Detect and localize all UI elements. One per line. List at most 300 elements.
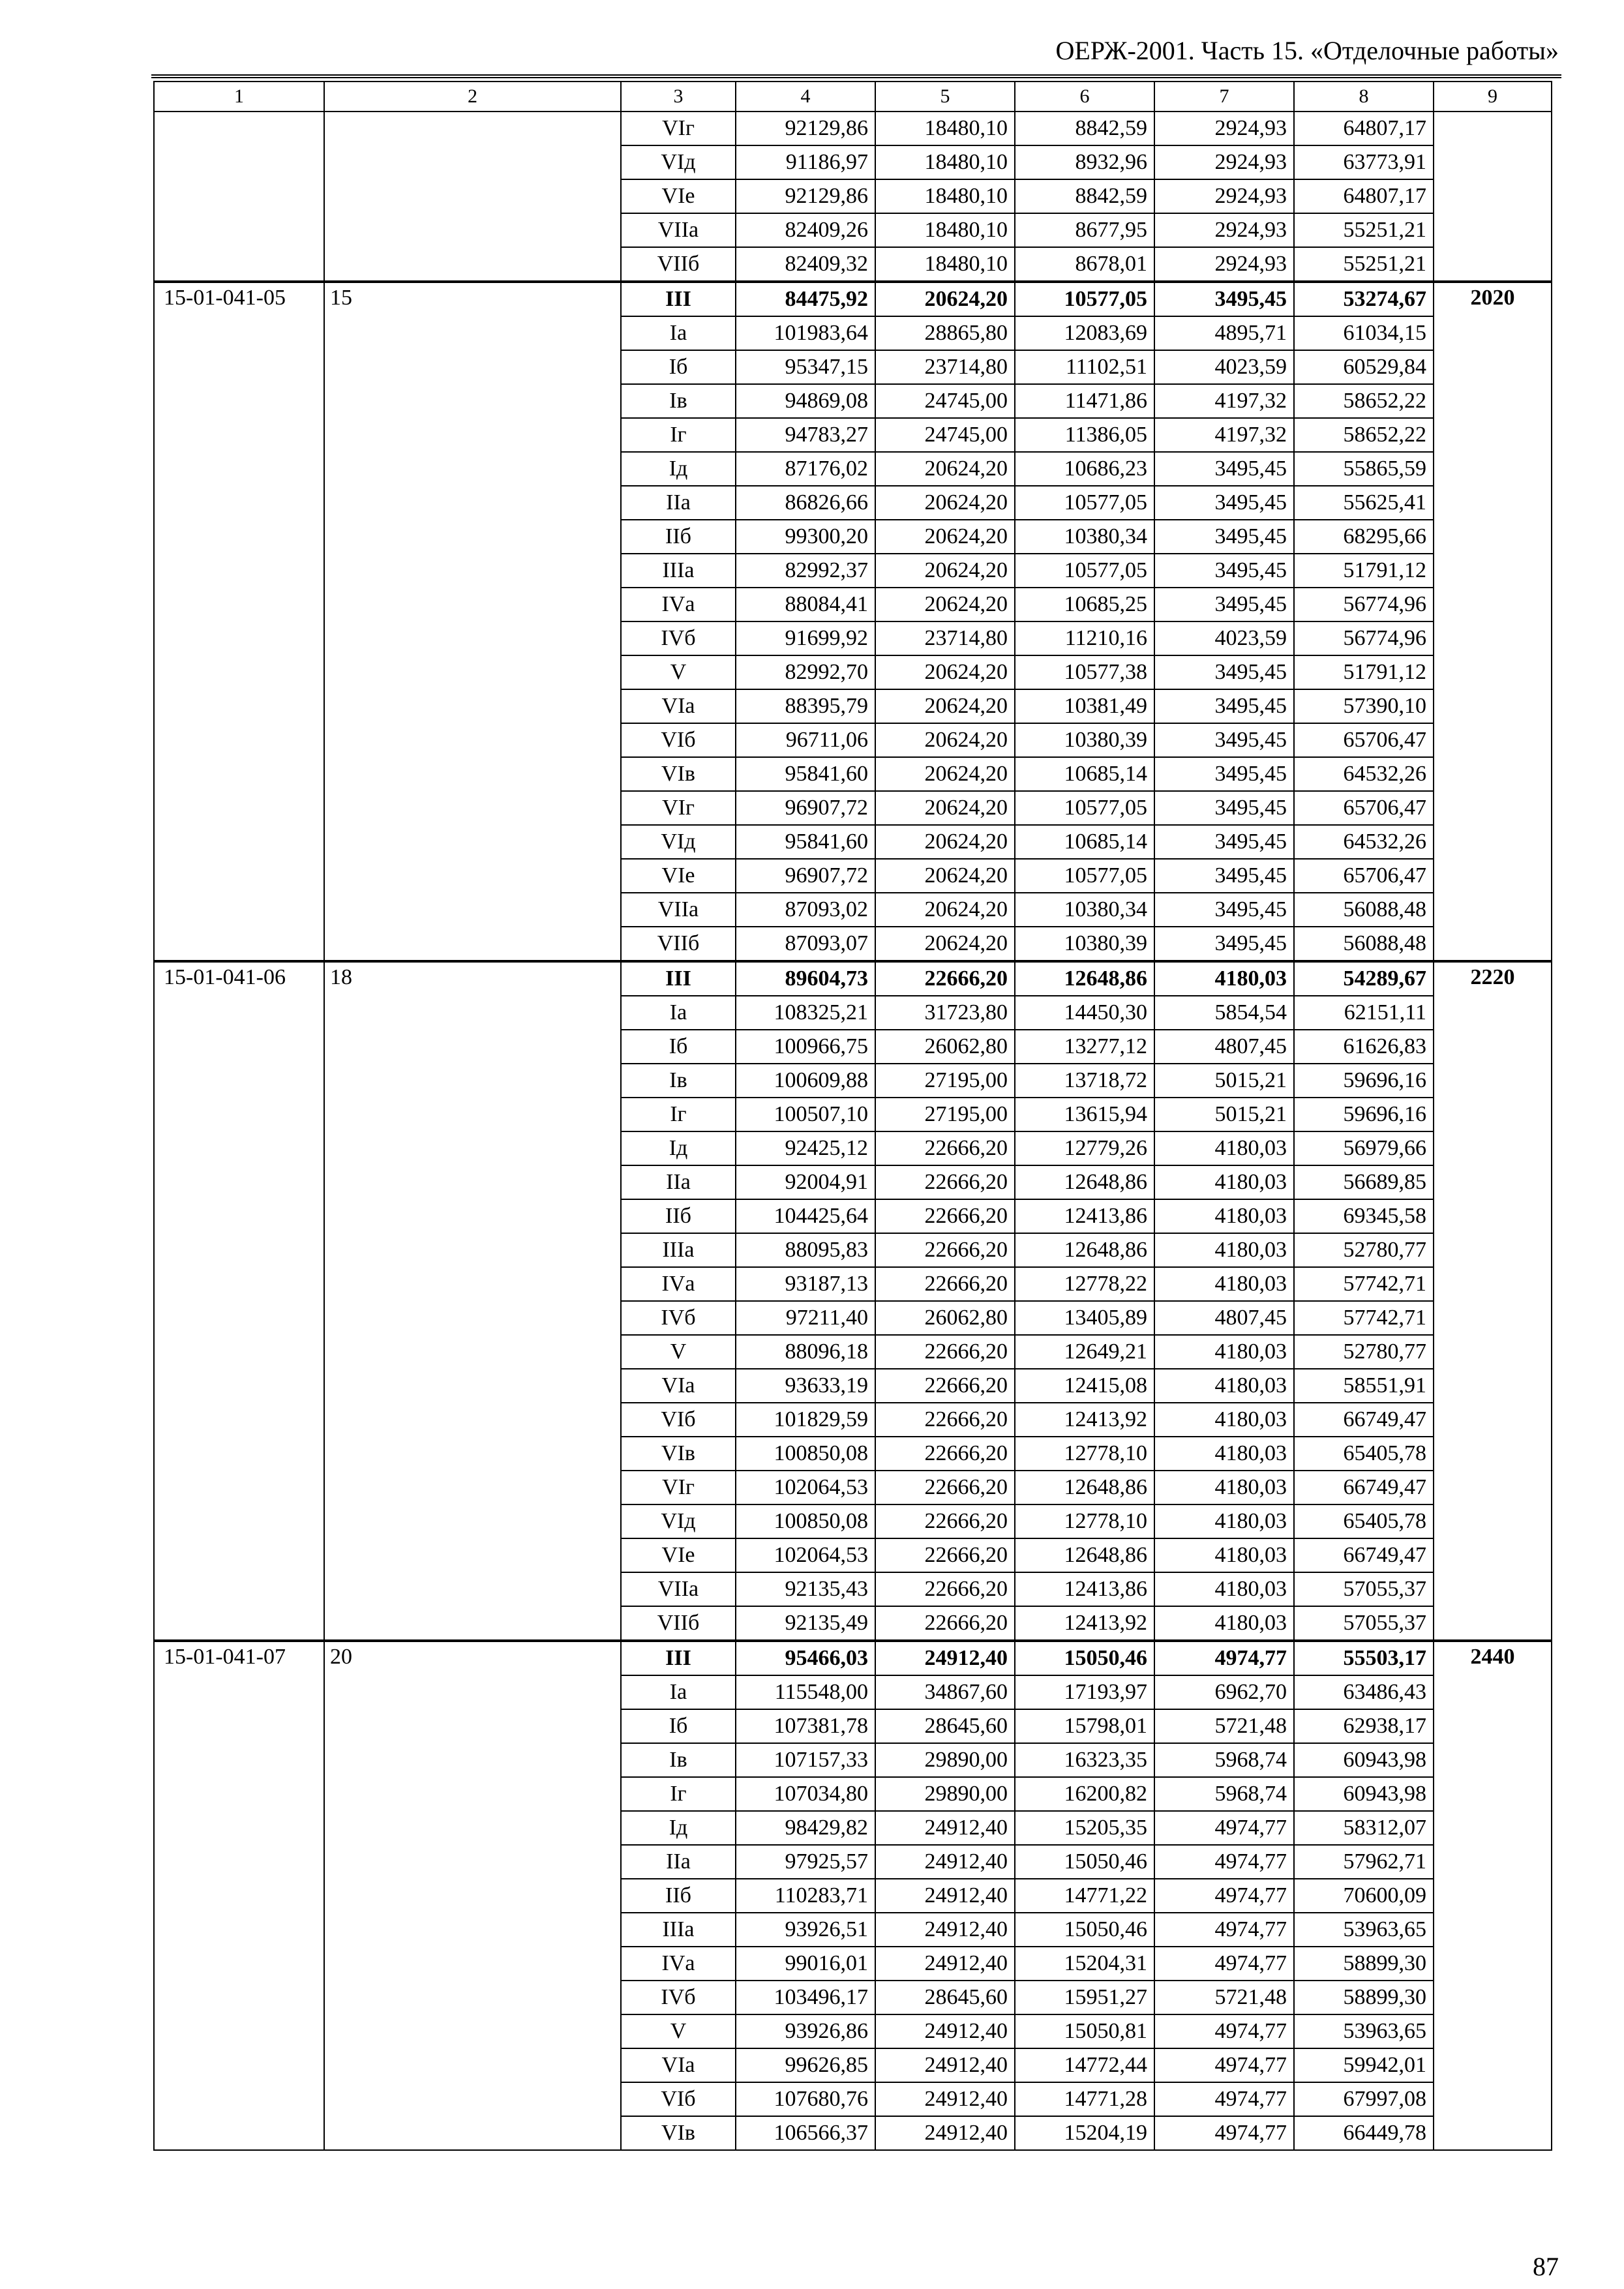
value-cell: 22666,20 [875,1538,1015,1572]
value-cell: 91699,92 [736,621,875,655]
value-cell: 100850,08 [736,1437,875,1471]
value-cell: 10686,23 [1015,452,1154,486]
value-cell: 24912,40 [875,1641,1015,1675]
value-cell: 24912,40 [875,1913,1015,1947]
value-cell: 92129,86 [736,112,875,145]
value-cell: 15050,46 [1015,1913,1154,1947]
rate-code: 15-01-041-05 [154,282,324,961]
value-cell: 10380,39 [1015,723,1154,757]
value-cell: 5721,48 [1154,1709,1294,1743]
rate-parameter: 18 [324,961,621,1641]
value-cell: 11102,51 [1015,350,1154,384]
value-cell: 58551,91 [1294,1369,1434,1403]
value-cell: 58899,30 [1294,1947,1434,1981]
value-cell: 20624,20 [875,452,1015,486]
value-cell: 101983,64 [736,316,875,350]
value-cell: 61626,83 [1294,1030,1434,1064]
value-cell: 100609,88 [736,1064,875,1098]
value-cell: 82992,37 [736,554,875,588]
value-cell: 96907,72 [736,791,875,825]
value-cell: 4180,03 [1154,1335,1294,1369]
value-cell: 57055,37 [1294,1572,1434,1606]
category-cell: Iа [621,1675,736,1709]
value-cell: 5854,54 [1154,996,1294,1030]
value-cell: 58899,30 [1294,1981,1434,2014]
category-cell: Iв [621,384,736,418]
category-cell: Iг [621,1098,736,1131]
column-number-1: 1 [154,82,324,112]
value-cell: 20624,20 [875,554,1015,588]
value-cell: 95841,60 [736,825,875,859]
rate-parameter [324,112,621,282]
category-cell: III [621,282,736,316]
value-cell: 24745,00 [875,418,1015,452]
value-cell: 15204,31 [1015,1947,1154,1981]
value-cell: 10685,14 [1015,825,1154,859]
category-cell: IIа [621,486,736,520]
value-cell: 10380,34 [1015,893,1154,927]
value-cell: 8842,59 [1015,112,1154,145]
value-cell: 97925,57 [736,1845,875,1879]
value-cell: 4807,45 [1154,1030,1294,1064]
value-cell: 22666,20 [875,1131,1015,1165]
column-number-6: 6 [1015,82,1154,112]
value-cell: 8842,59 [1015,179,1154,213]
value-cell: 3495,45 [1154,791,1294,825]
value-cell: 94869,08 [736,384,875,418]
value-cell: 66749,47 [1294,1403,1434,1437]
value-cell: 10685,14 [1015,757,1154,791]
category-cell: Iг [621,418,736,452]
value-cell: 4180,03 [1154,1131,1294,1165]
value-cell: 18480,10 [875,213,1015,247]
category-cell: VIг [621,791,736,825]
value-cell: 4180,03 [1154,1403,1294,1437]
value-cell: 12778,22 [1015,1267,1154,1301]
value-cell: 20624,20 [875,927,1015,961]
value-cell: 13277,12 [1015,1030,1154,1064]
value-cell: 10380,34 [1015,520,1154,554]
value-cell: 4180,03 [1154,1504,1294,1538]
column-number-3: 3 [621,82,736,112]
value-cell: 66449,78 [1294,2116,1434,2150]
value-cell: 13718,72 [1015,1064,1154,1098]
value-cell: 22666,20 [875,1233,1015,1267]
value-cell: 107034,80 [736,1777,875,1811]
value-cell: 3495,45 [1154,723,1294,757]
value-cell: 51791,12 [1294,655,1434,689]
value-cell: 89604,73 [736,961,875,996]
category-cell: IVб [621,1981,736,2014]
labor-cost-cell: 2220 [1434,961,1552,1641]
value-cell: 4023,59 [1154,350,1294,384]
value-cell: 24912,40 [875,2082,1015,2116]
rate-parameter: 15 [324,282,621,961]
value-cell: 18480,10 [875,112,1015,145]
value-cell: 8932,96 [1015,145,1154,179]
value-cell: 12413,92 [1015,1403,1154,1437]
value-cell: 18480,10 [875,179,1015,213]
category-cell: VIд [621,825,736,859]
value-cell: 61034,15 [1294,316,1434,350]
value-cell: 24912,40 [875,1879,1015,1913]
value-cell: 92135,43 [736,1572,875,1606]
value-cell: 110283,71 [736,1879,875,1913]
value-cell: 11386,05 [1015,418,1154,452]
value-cell: 57742,71 [1294,1267,1434,1301]
value-cell: 8677,95 [1015,213,1154,247]
value-cell: 59696,16 [1294,1064,1434,1098]
value-cell: 13615,94 [1015,1098,1154,1131]
value-cell: 59942,01 [1294,2048,1434,2082]
value-cell: 28645,60 [875,1981,1015,2014]
category-cell: Iа [621,996,736,1030]
value-cell: 51791,12 [1294,554,1434,588]
value-cell: 102064,53 [736,1538,875,1572]
value-cell: 104425,64 [736,1199,875,1233]
value-cell: 82409,26 [736,213,875,247]
value-cell: 29890,00 [875,1777,1015,1811]
category-cell: VIа [621,1369,736,1403]
value-cell: 17193,97 [1015,1675,1154,1709]
value-cell: 55503,17 [1294,1641,1434,1675]
column-number-7: 7 [1154,82,1294,112]
column-number-4: 4 [736,82,875,112]
value-cell: 93926,51 [736,1913,875,1947]
value-cell: 20624,20 [875,588,1015,621]
value-cell: 92129,86 [736,179,875,213]
value-cell: 22666,20 [875,1199,1015,1233]
value-cell: 29890,00 [875,1743,1015,1777]
category-cell: Iд [621,1131,736,1165]
value-cell: 20624,20 [875,757,1015,791]
value-cell: 65405,78 [1294,1504,1434,1538]
value-cell: 3495,45 [1154,893,1294,927]
value-cell: 103496,17 [736,1981,875,2014]
value-cell: 31723,80 [875,996,1015,1030]
value-cell: 101829,59 [736,1403,875,1437]
value-cell: 108325,21 [736,996,875,1030]
value-cell: 56979,66 [1294,1131,1434,1165]
category-cell: IIб [621,1879,736,1913]
value-cell: 14771,22 [1015,1879,1154,1913]
value-cell: 95466,03 [736,1641,875,1675]
value-cell: 24912,40 [875,2014,1015,2048]
value-cell: 12649,21 [1015,1335,1154,1369]
value-cell: 12648,86 [1015,1233,1154,1267]
category-cell: IVа [621,588,736,621]
value-cell: 20624,20 [875,791,1015,825]
value-cell: 23714,80 [875,350,1015,384]
value-cell: 20624,20 [875,520,1015,554]
value-cell: 58652,22 [1294,384,1434,418]
value-cell: 88096,18 [736,1335,875,1369]
category-cell: V [621,2014,736,2048]
labor-cost-cell: 2020 [1434,282,1552,961]
category-cell: Iв [621,1743,736,1777]
value-cell: 20624,20 [875,723,1015,757]
value-cell: 24745,00 [875,384,1015,418]
value-cell: 18480,10 [875,145,1015,179]
value-cell: 95841,60 [736,757,875,791]
value-cell: 87093,07 [736,927,875,961]
value-cell: 15798,01 [1015,1709,1154,1743]
value-cell: 20624,20 [875,689,1015,723]
value-cell: 12413,86 [1015,1199,1154,1233]
value-cell: 95347,15 [736,350,875,384]
value-cell: 4180,03 [1154,1471,1294,1504]
category-cell: Iб [621,1709,736,1743]
value-cell: 14772,44 [1015,2048,1154,2082]
value-cell: 12413,92 [1015,1606,1154,1641]
value-cell: 4974,77 [1154,2048,1294,2082]
value-cell: 28865,80 [875,316,1015,350]
value-cell: 28645,60 [875,1709,1015,1743]
value-cell: 94783,27 [736,418,875,452]
category-cell: IVб [621,1301,736,1335]
value-cell: 59696,16 [1294,1098,1434,1131]
value-cell: 12415,08 [1015,1369,1154,1403]
value-cell: 20624,20 [875,655,1015,689]
value-cell: 88084,41 [736,588,875,621]
value-cell: 10577,05 [1015,282,1154,316]
rate-code [154,112,324,282]
value-cell: 20624,20 [875,282,1015,316]
value-cell: 52780,77 [1294,1233,1434,1267]
value-cell: 22666,20 [875,1572,1015,1606]
value-cell: 3495,45 [1154,655,1294,689]
value-cell: 4197,32 [1154,418,1294,452]
category-cell: IIа [621,1165,736,1199]
value-cell: 3495,45 [1154,927,1294,961]
value-cell: 4180,03 [1154,1606,1294,1641]
category-cell: IIа [621,1845,736,1879]
value-cell: 10577,38 [1015,655,1154,689]
value-cell: 4180,03 [1154,1369,1294,1403]
value-cell: 22666,20 [875,1369,1015,1403]
value-cell: 64807,17 [1294,112,1434,145]
value-cell: 10577,05 [1015,859,1154,893]
value-cell: 107381,78 [736,1709,875,1743]
value-cell: 22666,20 [875,1267,1015,1301]
value-cell: 70600,09 [1294,1879,1434,1913]
value-cell: 22666,20 [875,1504,1015,1538]
value-cell: 22666,20 [875,1606,1015,1641]
category-cell: VIIб [621,247,736,282]
value-cell: 65405,78 [1294,1437,1434,1471]
value-cell: 58652,22 [1294,418,1434,452]
value-cell: 34867,60 [875,1675,1015,1709]
value-cell: 10685,25 [1015,588,1154,621]
category-cell: VIг [621,112,736,145]
value-cell: 86826,66 [736,486,875,520]
value-cell: 4895,71 [1154,316,1294,350]
value-cell: 20624,20 [875,486,1015,520]
category-cell: IIIа [621,1913,736,1947]
value-cell: 4974,77 [1154,1811,1294,1845]
value-cell: 4197,32 [1154,384,1294,418]
category-cell: IVа [621,1947,736,1981]
value-cell: 107157,33 [736,1743,875,1777]
value-cell: 22666,20 [875,961,1015,996]
category-cell: VIб [621,1403,736,1437]
value-cell: 58312,07 [1294,1811,1434,1845]
value-cell: 4807,45 [1154,1301,1294,1335]
value-cell: 14450,30 [1015,996,1154,1030]
value-cell: 84475,92 [736,282,875,316]
value-cell: 13405,89 [1015,1301,1154,1335]
category-cell: IIIа [621,1233,736,1267]
value-cell: 4974,77 [1154,2116,1294,2150]
value-cell: 93187,13 [736,1267,875,1301]
table-row [154,961,1552,996]
value-cell: 53963,65 [1294,1913,1434,1947]
value-cell: 53274,67 [1294,282,1434,316]
value-cell: 57742,71 [1294,1301,1434,1335]
category-cell: Iд [621,1811,736,1845]
value-cell: 4180,03 [1154,1572,1294,1606]
value-cell: 56774,96 [1294,621,1434,655]
value-cell: 26062,80 [875,1301,1015,1335]
category-cell: VIв [621,2116,736,2150]
category-cell: Iб [621,350,736,384]
value-cell: 63773,91 [1294,145,1434,179]
value-cell: 5015,21 [1154,1064,1294,1098]
value-cell: 64807,17 [1294,179,1434,213]
category-cell: IIIа [621,554,736,588]
value-cell: 67997,08 [1294,2082,1434,2116]
value-cell: 15050,81 [1015,2014,1154,2048]
value-cell: 97211,40 [736,1301,875,1335]
value-cell: 2924,93 [1154,179,1294,213]
value-cell: 24912,40 [875,2116,1015,2150]
labor-cost-cell [1434,112,1552,282]
value-cell: 4023,59 [1154,621,1294,655]
value-cell: 11471,86 [1015,384,1154,418]
value-cell: 98429,82 [736,1811,875,1845]
table-body [154,82,1552,2150]
column-number-row [154,82,1552,112]
value-cell: 68295,66 [1294,520,1434,554]
value-cell: 3495,45 [1154,486,1294,520]
value-cell: 11210,16 [1015,621,1154,655]
value-cell: 20624,20 [875,825,1015,859]
category-cell: VIд [621,145,736,179]
value-cell: 56088,48 [1294,927,1434,961]
category-cell: VIг [621,1471,736,1504]
value-cell: 4180,03 [1154,1233,1294,1267]
value-cell: 24912,40 [875,1811,1015,1845]
category-cell: III [621,1641,736,1675]
category-cell: VIIб [621,1606,736,1641]
value-cell: 53963,65 [1294,2014,1434,2048]
value-cell: 88095,83 [736,1233,875,1267]
value-cell: 4974,77 [1154,1845,1294,1879]
value-cell: 15050,46 [1015,1845,1154,1879]
value-cell: 99016,01 [736,1947,875,1981]
value-cell: 4974,77 [1154,1913,1294,1947]
value-cell: 57055,37 [1294,1606,1434,1641]
category-cell: VIв [621,1437,736,1471]
value-cell: 4974,77 [1154,2082,1294,2116]
value-cell: 3495,45 [1154,689,1294,723]
value-cell: 12648,86 [1015,1538,1154,1572]
value-cell: 87093,02 [736,893,875,927]
category-cell: VIIа [621,213,736,247]
value-cell: 12413,86 [1015,1572,1154,1606]
column-number-5: 5 [875,82,1015,112]
category-cell: VIд [621,1504,736,1538]
value-cell: 12648,86 [1015,961,1154,996]
category-cell: IIб [621,1199,736,1233]
value-cell: 96907,72 [736,859,875,893]
value-cell: 24912,40 [875,1947,1015,1981]
rate-parameter: 20 [324,1641,621,2150]
labor-cost-cell: 2440 [1434,1641,1552,2150]
category-cell: VIIа [621,1572,736,1606]
category-cell: VIе [621,1538,736,1572]
table-row [154,1641,1552,1675]
value-cell: 55251,21 [1294,247,1434,282]
value-cell: 56774,96 [1294,588,1434,621]
value-cell: 3495,45 [1154,554,1294,588]
value-cell: 23714,80 [875,621,1015,655]
value-cell: 22666,20 [875,1403,1015,1437]
value-cell: 5015,21 [1154,1098,1294,1131]
value-cell: 4180,03 [1154,1267,1294,1301]
value-cell: 24912,40 [875,2048,1015,2082]
value-cell: 12083,69 [1015,316,1154,350]
value-cell: 3495,45 [1154,588,1294,621]
column-number-2: 2 [324,82,621,112]
value-cell: 5968,74 [1154,1777,1294,1811]
value-cell: 2924,93 [1154,112,1294,145]
column-number-9: 9 [1434,82,1552,112]
value-cell: 20624,20 [875,893,1015,927]
value-cell: 5721,48 [1154,1981,1294,2014]
page-number: 87 [1533,2252,1559,2281]
value-cell: 93633,19 [736,1369,875,1403]
value-cell: 93926,86 [736,2014,875,2048]
category-cell: IVб [621,621,736,655]
value-cell: 66749,47 [1294,1471,1434,1504]
value-cell: 64532,26 [1294,825,1434,859]
rates-table [153,81,1552,2151]
value-cell: 2924,93 [1154,213,1294,247]
value-cell: 4180,03 [1154,961,1294,996]
value-cell: 55251,21 [1294,213,1434,247]
value-cell: 4180,03 [1154,1165,1294,1199]
page-header: ОЕРЖ-2001. Часть 15. «Отделочные работы» [1055,36,1559,65]
value-cell: 65706,47 [1294,859,1434,893]
category-cell: Iа [621,316,736,350]
value-cell: 2924,93 [1154,247,1294,282]
value-cell: 56088,48 [1294,893,1434,927]
category-cell: VIIб [621,927,736,961]
value-cell: 10381,49 [1015,689,1154,723]
value-cell: 92004,91 [736,1165,875,1199]
value-cell: 16323,35 [1015,1743,1154,1777]
category-cell: Iб [621,1030,736,1064]
rate-code: 15-01-041-07 [154,1641,324,2150]
category-cell: VIа [621,689,736,723]
value-cell: 6962,70 [1154,1675,1294,1709]
header-rule [151,74,1561,78]
value-cell: 60943,98 [1294,1743,1434,1777]
value-cell: 63486,43 [1294,1675,1434,1709]
value-cell: 22666,20 [875,1437,1015,1471]
value-cell: 22666,20 [875,1471,1015,1504]
